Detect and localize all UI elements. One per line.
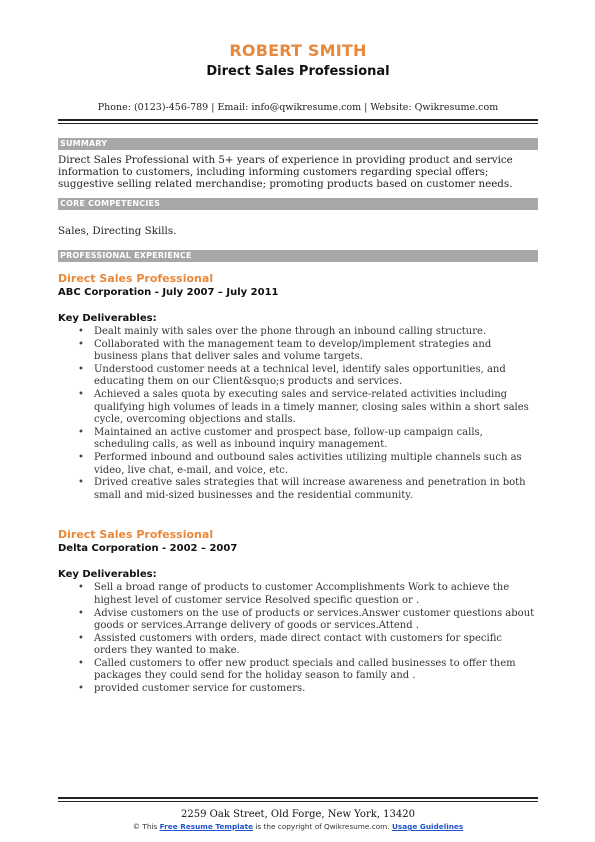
list-item: • Advise customers on the use of products or services.Answer customer questions about goods or services.Arrange delivery of goods or services.Attend . <box>78 607 535 632</box>
list-item: • Maintained an active customer and prospect base, follow-up campaign calls, scheduling calls, as well as inbound inquiry management. <box>78 426 483 451</box>
bullet-icon: • <box>78 451 84 463</box>
list-item: • Assisted customers with orders, made direct contact with customers for specific orders they wanted to make. <box>78 632 502 657</box>
bullet-icon: • <box>78 477 84 489</box>
list-item: • provided customer service for customers. <box>78 683 306 695</box>
header-divider-thick <box>58 119 538 121</box>
bullet-icon: • <box>78 326 84 337</box>
candidate-name: ROBERT SMITH <box>229 41 367 60</box>
resume-page <box>58 0 538 696</box>
bullet-icon: • <box>78 657 84 669</box>
list-item: • Drived creative sales strategies that will increase awareness and penetration in both small and mid-sized businesses and the residential community. <box>78 477 526 501</box>
bullet-icon: • <box>78 363 84 375</box>
section-experience-heading: PROFESSIONAL EXPERIENCE <box>58 250 538 262</box>
bullet-icon: • <box>78 683 84 695</box>
job-bullet-list <box>58 582 538 695</box>
bullet-icon: • <box>78 607 84 619</box>
contact-line: Phone: (0123)-456-789 | Email: info@qwikresume.com | Website: Qwikresume.com <box>97 102 499 113</box>
bullet-icon: • <box>78 632 84 644</box>
list-item: • Achieved a sales quota by executing sales and service-related activities including qualifying high volumes of leads in a timely manner, closing sales within a short sales cycle, overcoming objections and stalls. <box>78 388 529 426</box>
bullet-icon: • <box>78 338 84 350</box>
footer <box>58 797 538 832</box>
list-item: • Sell a broad range of products to customer Accomplishments Work to achieve the highest level of customer service Resolved specific question or . <box>78 582 510 606</box>
candidate-title: Direct Sales Professional <box>206 64 390 79</box>
bullet-icon: • <box>78 582 84 594</box>
footer-copyright: © This Free Resume Template is the copyright of Qwikresume.com. Usage Guidelines <box>132 822 464 831</box>
job-company-dates: Delta Corporation - 2002 – 2007 <box>58 543 238 555</box>
footer-divider-thick <box>58 797 538 799</box>
list-item: • Called customers to offer new product specials and called businesses to offer them packages they could send for the holiday season to family and . <box>78 657 516 682</box>
bullet-icon: • <box>78 426 84 438</box>
footer-address: 2259 Oak Street, Old Forge, New York, 13420 <box>181 809 415 820</box>
section-summary-heading: SUMMARY <box>58 138 538 150</box>
section-competencies-heading: CORE COMPETENCIES <box>58 198 538 210</box>
summary-text: Direct Sales Professional with 5+ years of experience in providing product and service information to customers, including informing customers regarding special offers; suggestive selling related merchandise; promoting products based on customer needs. <box>58 154 513 190</box>
list-item: • Dealt mainly with sales over the phone through an inbound calling structure. <box>78 326 487 337</box>
competencies-text: Sales, Directing Skills. <box>58 225 177 237</box>
job-title: Direct Sales Professional <box>58 272 214 285</box>
key-deliverables-label: Key Deliverables: <box>58 569 157 581</box>
job-company-dates: ABC Corporation - July 2007 – July 2011 <box>58 287 279 298</box>
list-item: • Collaborated with the management team to develop/implement strategies and business plans that deliver sales and volume targets. <box>78 338 492 363</box>
free-resume-template-link[interactable]: Free Resume Template <box>159 822 254 831</box>
bullet-icon: • <box>78 388 84 400</box>
list-item: • Understood customer needs at a technical level, identify sales opportunities, and educating them on our Client&squo;s products and services. <box>78 363 506 388</box>
key-deliverables-label: Key Deliverables: <box>58 313 157 324</box>
job-bullet-list <box>58 326 538 502</box>
footer-divider-thin <box>58 801 538 802</box>
job-title: Direct Sales Professional <box>58 528 214 542</box>
usage-guidelines-link[interactable]: Usage Guidelines <box>391 822 464 831</box>
list-item: • Performed inbound and outbound sales activities utilizing multiple channels such as video, live chat, e-mail, and voice, etc. <box>78 451 522 476</box>
